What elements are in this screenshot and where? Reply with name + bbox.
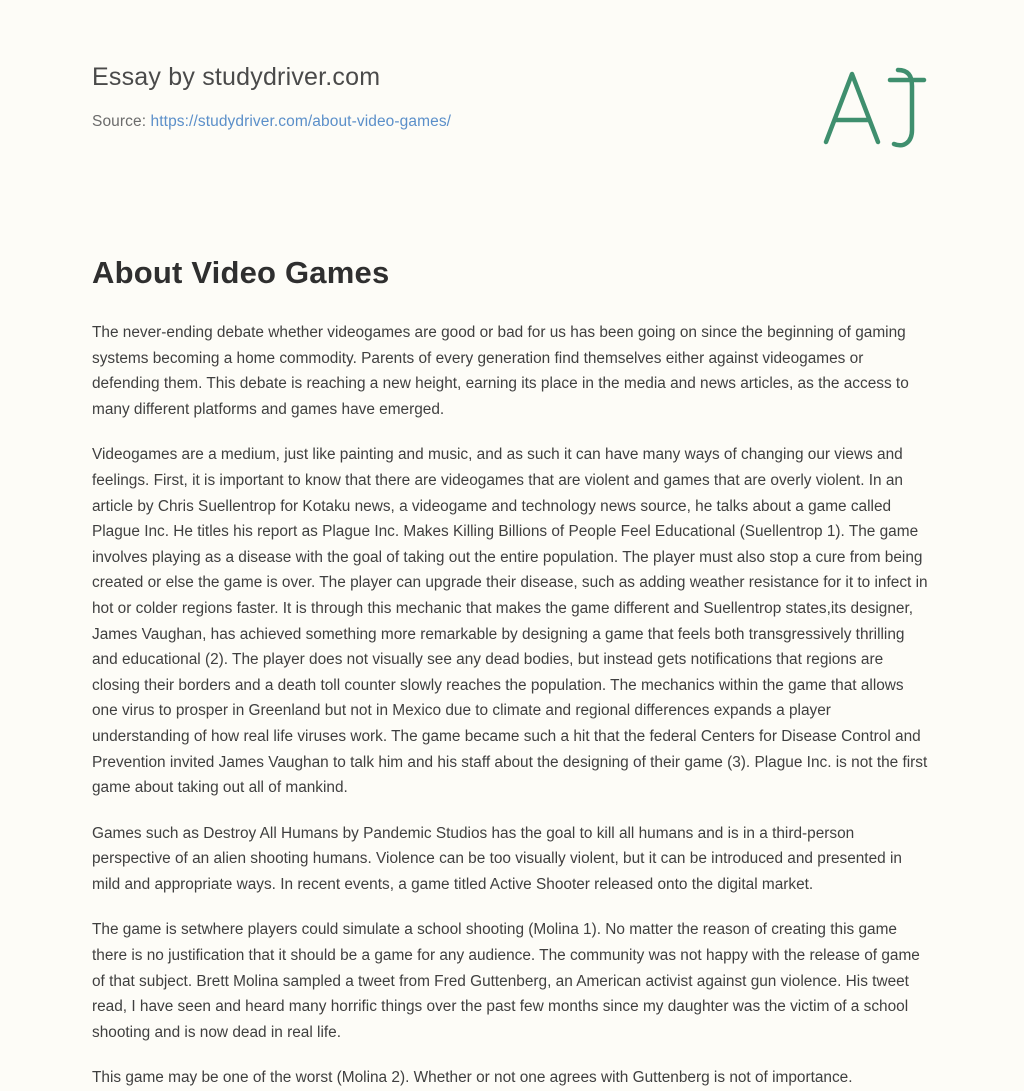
source-url-link[interactable]: https://studydriver.com/about-video-games/ <box>150 113 452 130</box>
paragraph: Videogames are a medium, just like painting and music, and as such it can have many ways of changing our views and feelings. First, it is important to know that there are videogames that are violent and games that are overly violent. In an article by Chris Suellentrop for Kotaku news, a videogame and technology news source, he talks about a game called Plague Inc. He titles his report as Plague Inc. Makes Killing Billions of People Feel Educational (Suellentrop 1). The game involves playing as a disease with the goal of taking out the entire population. The player must also stop a cure from being created or else the game is over. The player can upgrade their disease, such as adding weather resistance for it to infect in hot or colder regions faster. It is through this mechanic that makes the game different and Suellentrop states,its designer, James Vaughan, has achieved something more remarkable by designing a game that feels both transgressively thrilling and educational (2). The player does not visually see any dead bodies, but instead gets notifications that regions are closing their borders and a death toll counter slowly reaches the population. The mechanics within the game that allows one virus to prosper in Greenland but not in Mexico due to climate and regional differences expands a player understanding of how real life viruses work. The game became such a hit that the federal Centers for Disease Control and Prevention invited James Vaughan to talk him and his staff about the designing of their game (3). Plague Inc. is not the first game about taking out all of mankind. <box>92 446 928 797</box>
essay-by-prefix: Essay by <box>92 63 203 91</box>
paragraph: Games such as Destroy All Humans by Pandemic Studios has the goal to kill all humans and is in a third-person perspective of an alien shooting humans. Violence can be too visually violent, but it can be introduced and presented in mild and appropriate ways. In recent events, a game titled Active Shooter released onto the digital market. <box>92 824 902 893</box>
document-body <box>92 291 932 1091</box>
source-label: Source: <box>92 113 151 130</box>
paragraph: The never-ending debate whether videogames are good or bad for us has been going on since the beginning of gaming systems becoming a home commodity. Parents of every generation find themselves either against videogames or defending them. This debate is reaching a new height, earning its place in the media and news articles, as the access to many different platforms and games have emerged. <box>92 324 909 418</box>
brand-name: studydriver.com <box>202 63 381 91</box>
document-header <box>92 0 932 150</box>
source-line <box>92 113 932 131</box>
studydriver-logo-icon <box>812 58 932 158</box>
essay-by-line <box>92 62 932 92</box>
paragraph: The game is setwhere players could simulate a school shooting (Molina 1). No matter the reason of creating this game there is no justification that it should be a game for any audience. The community was not happy with the release of game of that subject. Brett Molina sampled a tweet from Fred Guttenberg, an American activist against gun violence. His tweet read, I have seen and heard many horrific things over the past few months since my daughter was the victim of a school shooting and is now dead in real life. <box>92 921 920 1041</box>
paragraph: This game may be one of the worst (Molina 2). Whether or not one agrees with Guttenberg is not of importance. <box>92 1069 853 1087</box>
page-title: About Video Games <box>92 255 390 290</box>
